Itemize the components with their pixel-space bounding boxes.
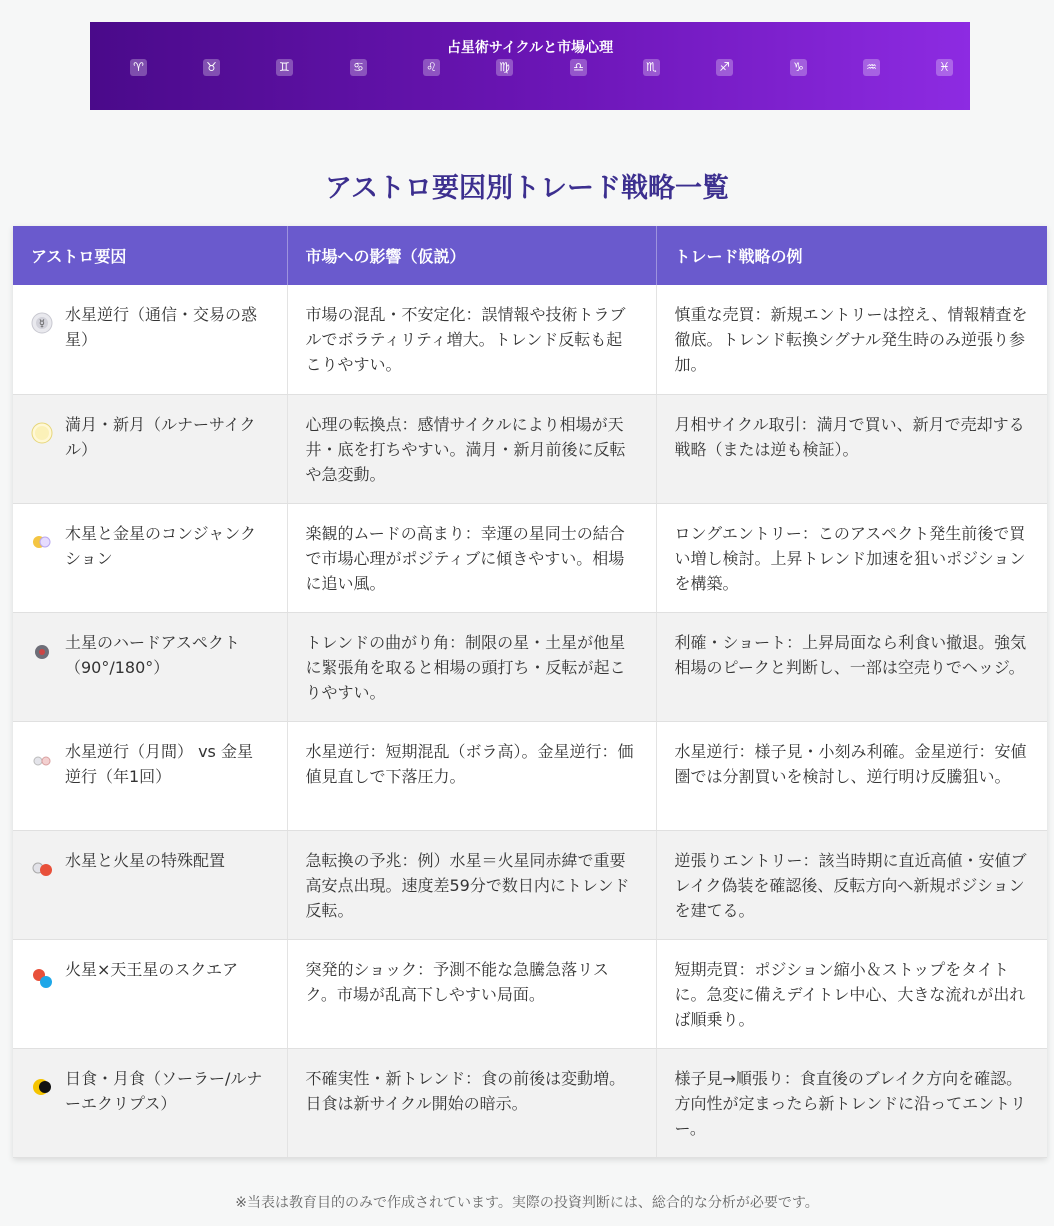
aquarius-icon: ♒ <box>863 59 880 76</box>
table-row <box>13 939 1047 1048</box>
mercury-retrograde-icon <box>31 312 53 334</box>
impact-cell: トレンドの曲がり角：制限の星・土星が他星に緊張角を取ると相場の頭打ち・反転が起こりやすい。 <box>287 612 656 721</box>
column-header-factor: アストロ要因 <box>13 226 287 285</box>
impact-cell: 突発的ショック：予測不能な急騰急落リスク。市場が乱高下しやすい局面。 <box>287 939 656 1048</box>
sagittarius-icon: ♐ <box>716 59 733 76</box>
factor-cell <box>13 939 287 1048</box>
factor-cell <box>13 394 287 503</box>
factor-label: 満月・新月（ルナーサイクル） <box>65 414 256 459</box>
leo-icon: ♌ <box>423 59 440 76</box>
virgo-icon: ♍ <box>496 59 513 76</box>
column-header-impact: 市場への影響（仮説） <box>287 226 656 285</box>
factor-label: 水星逆行（月間） vs 金星逆行（年1回） <box>65 741 253 786</box>
table-row <box>13 1048 1047 1157</box>
mercury-venus-retrograde-icon <box>31 749 53 771</box>
table-row <box>13 394 1047 503</box>
taurus-icon: ♉ <box>203 59 220 76</box>
table-row <box>13 503 1047 612</box>
factor-cell <box>13 721 287 830</box>
strategy-cell: 短期売買：ポジション縮小＆ストップをタイトに。急変に備えデイトレ中心、大きな流れが出れば順乗り。 <box>656 939 1047 1048</box>
strategy-cell: 月相サイクル取引：満月で買い、新月で売却する戦略（または逆も検証）。 <box>656 394 1047 503</box>
gemini-icon: ♊ <box>276 59 293 76</box>
table-row <box>13 612 1047 721</box>
svg-text:☿: ☿ <box>38 318 46 330</box>
strategy-cell: 水星逆行：様子見・小刻み利確。金星逆行：安値圏では分割買いを検討し、逆行明け反騰狙い。 <box>656 721 1047 830</box>
strategy-cell: 慎重な売買：新規エントリーは控え、情報精査を徹底。トレンド転換シグナル発生時のみ逆張り参加。 <box>656 285 1047 394</box>
cancer-icon: ♋ <box>350 59 367 76</box>
impact-cell: 心理の転換点：感情サイクルにより相場が天井・底を打ちやすい。満月・新月前後に反転や急変動。 <box>287 394 656 503</box>
impact-cell: 不確実性・新トレンド：食の前後は変動増。日食は新サイクル開始の暗示。 <box>287 1048 656 1157</box>
header-banner <box>90 22 970 110</box>
full-moon-icon <box>31 422 53 444</box>
capricorn-icon: ♑ <box>790 59 807 76</box>
table-header-row <box>13 226 1047 285</box>
factor-label: 水星と火星の特殊配置 <box>65 850 226 870</box>
factor-cell <box>13 503 287 612</box>
strategy-cell: 様子見→順張り：食直後のブレイク方向を確認。方向性が定まったら新トレンドに沿ってエントリー。 <box>656 1048 1047 1157</box>
banner-title: 占星術サイクルと市場心理 <box>446 40 614 56</box>
strategy-cell: ロングエントリー：このアスペクト発生前後で買い増し検討。上昇トレンド加速を狙いポジションを構築。 <box>656 503 1047 612</box>
factor-cell <box>13 285 287 394</box>
strategy-cell: 利確・ショート：上昇局面なら利食い撤退。強気相場のピークと判断し、一部は空売りでヘッジ。 <box>656 612 1047 721</box>
impact-cell: 市場の混乱・不安定化：誤情報や技術トラブルでボラティリティ増大。トレンド反転も起こりやすい。 <box>287 285 656 394</box>
factor-cell <box>13 830 287 939</box>
zodiac-row <box>90 59 970 77</box>
mars-uranus-square-icon <box>31 967 53 989</box>
factor-cell <box>13 1048 287 1157</box>
mercury-mars-icon <box>31 858 53 880</box>
disclaimer-note: ※当表は教育目的のみで作成されています。実際の投資判断には、総合的な分析が必要です。 <box>235 1195 819 1211</box>
column-header-strategy: トレード戦略の例 <box>656 226 1047 285</box>
table-row <box>13 830 1047 939</box>
strategy-table <box>13 226 1047 1158</box>
jupiter-venus-conjunction-icon <box>31 531 53 553</box>
factor-label: 木星と金星のコンジャンクション <box>65 523 256 568</box>
table-row <box>13 285 1047 394</box>
impact-cell: 楽観的ムードの高まり：幸運の星同士の結合で市場心理がポジティブに傾きやすい。相場に追い風。 <box>287 503 656 612</box>
factor-label: 水星逆行（通信・交易の惑星） <box>65 305 258 349</box>
impact-cell: 水星逆行：短期混乱（ボラ高）。金星逆行：価値見直しで下落圧力。 <box>287 721 656 830</box>
scorpio-icon: ♏ <box>643 59 660 76</box>
factor-label: 土星のハードアスペクト（90°/180°） <box>65 632 240 677</box>
factor-label: 火星×天王星のスクエア <box>65 959 239 979</box>
aries-icon: ♈ <box>130 59 147 76</box>
page-title: アストロ要因別トレード戦略一覧 <box>325 173 729 204</box>
libra-icon: ♎ <box>570 59 587 76</box>
factor-cell <box>13 612 287 721</box>
pisces-icon: ♓ <box>936 59 953 76</box>
strategy-cell: 逆張りエントリー：該当時期に直近高値・安値ブレイク偽装を確認後、反転方向へ新規ポジションを建てる。 <box>656 830 1047 939</box>
table-row <box>13 721 1047 830</box>
eclipse-icon <box>31 1076 53 1098</box>
saturn-icon <box>31 640 53 662</box>
factor-label: 日食・月食（ソーラー/ルナーエクリプス） <box>65 1068 263 1113</box>
impact-cell: 急転換の予兆：例）水星＝火星同赤緯で重要高安点出現。速度差59分で数日内にトレンド反転。 <box>287 830 656 939</box>
